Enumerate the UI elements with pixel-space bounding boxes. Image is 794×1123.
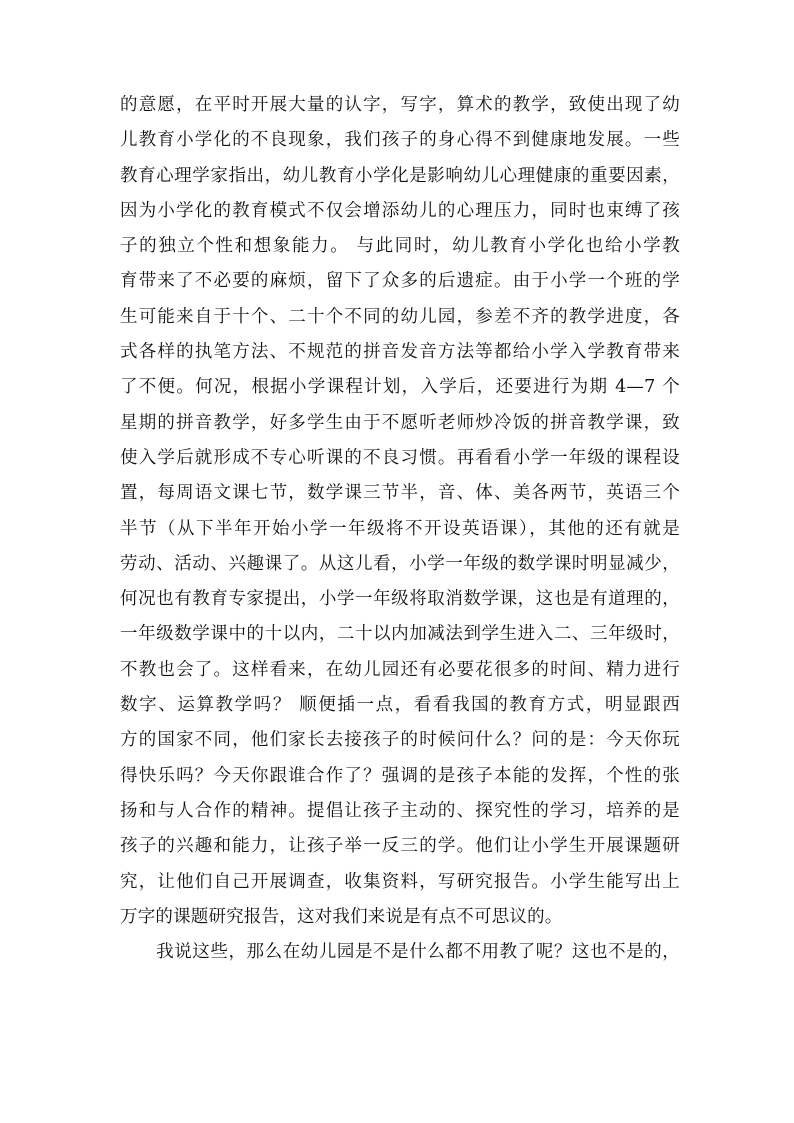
text-line: 儿教育小学化的不良现象，我们孩子的身心得不到健康地发展。一些 bbox=[120, 130, 680, 151]
text-line: 数字、运算教学吗？ 顺便插一点，看看我国的教育方式，明显跟西 bbox=[120, 695, 680, 716]
text-line: 一年级数学课中的十以内，二十以内加减法到学生进入二、三年级时， bbox=[120, 624, 680, 645]
text-line: 何况也有教育专家提出，小学一年级将取消数学课，这也是有道理的， bbox=[120, 589, 680, 610]
text-line: 子的独立个性和想象能力。 与此同时，幼儿教育小学化也给小学教 bbox=[120, 236, 680, 257]
text-line: 育带来了不必要的麻烦，留下了众多的后遗症。由于小学一个班的学 bbox=[120, 271, 680, 292]
text-line: 得快乐吗？今天你跟谁合作了？强调的是孩子本能的发挥，个性的张 bbox=[120, 765, 680, 786]
text-line: 使入学后就形成不专心听课的不良习惯。再看看小学一年级的课程设 bbox=[120, 447, 680, 468]
text-line: 万字的课题研究报告，这对我们来说是有点不可思议的。 bbox=[120, 906, 563, 927]
text-line: 生可能来自于十个、二十个不同的幼儿园，参差不齐的教学进度，各 bbox=[120, 306, 680, 327]
text-line: 劳动、活动、兴趣课了。从这儿看，小学一年级的数学课时明显减少， bbox=[120, 553, 680, 574]
text-line: 半节（从下半年开始小学一年级将不开设英语课），其他的还有就是 bbox=[120, 518, 680, 539]
text-line: 的意愿，在平时开展大量的认字，写字，算术的教学，致使出现了幼 bbox=[120, 95, 680, 115]
paragraph-1 bbox=[120, 88, 680, 935]
text-line: 式各样的执笔方法、不规范的拼音发音方法等都给小学入学教育带来 bbox=[120, 342, 680, 363]
text-line: 不教也会了。这样看来，在幼儿园还有必要花很多的时间、精力进行 bbox=[120, 659, 680, 680]
text-line: 因为小学化的教育模式不仅会增添幼儿的心理压力，同时也束缚了孩 bbox=[120, 200, 680, 221]
paragraph-2 bbox=[120, 935, 680, 970]
text-line: 扬和与人合作的精神。提倡让孩子主动的、探究性的学习，培养的是 bbox=[120, 800, 680, 821]
text-line: 置，每周语文课七节，数学课三节半，音、体、美各两节，英语三个 bbox=[120, 483, 680, 504]
text-line: 孩子的兴趣和能力，让孩子举一反三的学。他们让小学生开展课题研 bbox=[120, 836, 680, 857]
body-text bbox=[120, 88, 680, 970]
text-line: 了不便。何况，根据小学课程计划，入学后，还要进行为期 4—7 个 bbox=[120, 377, 680, 398]
text-line: 方的国家不同，他们家长去接孩子的时候问什么？问的是：今天你玩 bbox=[120, 730, 680, 751]
text-line: 我说这些，那么在幼儿园是不是什么都不用教了呢？这也不是的， bbox=[120, 942, 680, 963]
text-line: 教育心理学家指出，幼儿教育小学化是影响幼儿心理健康的重要因素， bbox=[120, 165, 680, 186]
text-line: 星期的拼音教学，好多学生由于不愿听老师炒冷饭的拼音教学课，致 bbox=[120, 412, 680, 433]
text-line: 究，让他们自己开展调查，收集资料，写研究报告。小学生能写出上 bbox=[120, 871, 680, 892]
